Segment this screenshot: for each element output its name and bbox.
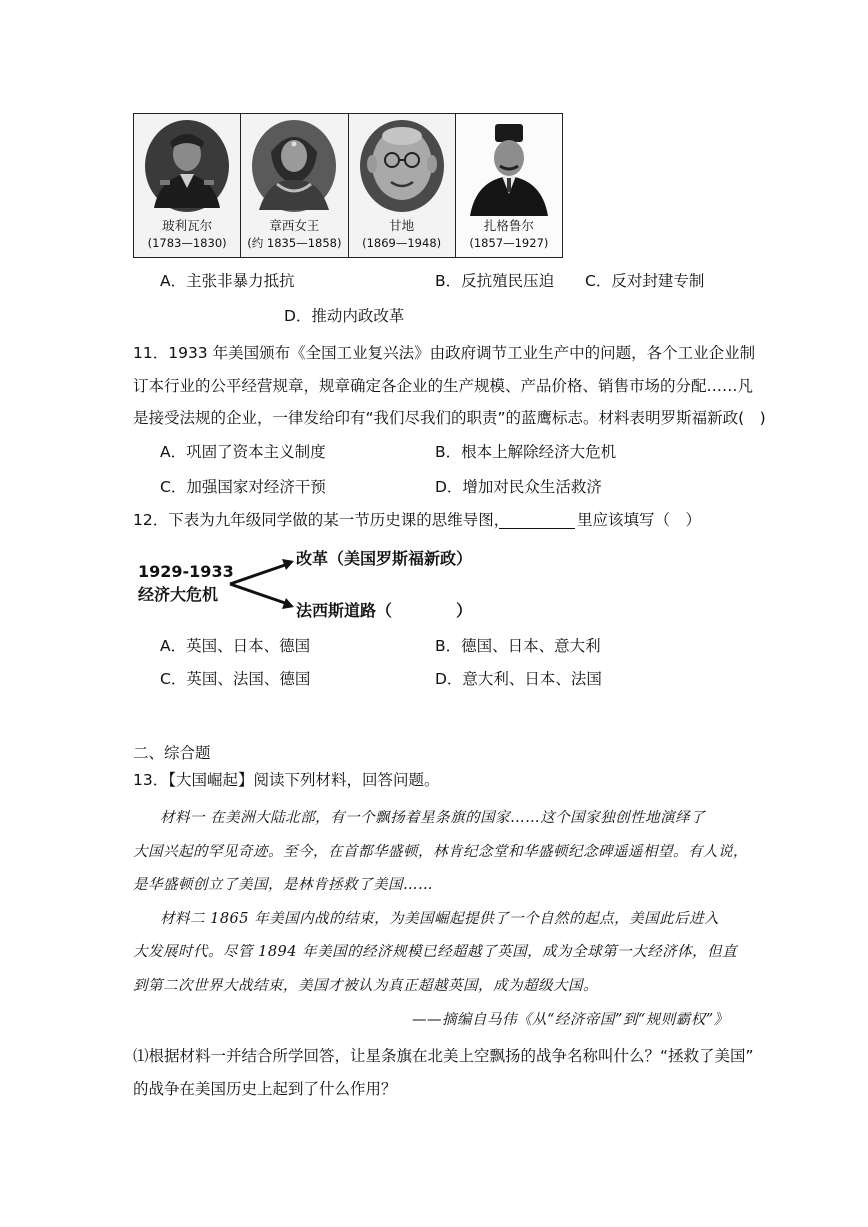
section-heading: 二、综合题 [133,744,211,762]
q11-stem-line1: 11．1933 年美国颁布《全国工业复兴法》由政府调节工业生产中的问题，各个工业企业制 [133,344,756,362]
mindmap-root-years: 1929-1933 [138,562,234,581]
q13-material1-line1: 材料一 在美洲大陆北部，有一个飘扬着星条旗的国家……这个国家独创性地演绎了 [160,810,706,826]
q13-material2-line2: 大发展时代。尽管 1894 年美国的经济规模已经超越了英国，成为全球第一大经济体，但直 [133,944,738,960]
q12-option-b: B．德国、日本、意大利 [435,637,601,655]
q11-stem-line2: 订本行业的公平经营规章，规章确定各企业的生产规模、产品价格、销售市场的分配……凡 [133,377,754,395]
q10-option-a: A．主张非暴力抵抗 [160,272,295,290]
q11-option-a: A．巩固了资本主义制度 [160,443,326,461]
q13-material1-line3: 是华盛顿创立了美国，是林肯拯救了美国…… [133,877,433,893]
mindmap-branch-reform: 改革（美国罗斯福新政） [296,549,473,568]
portrait-rani [241,114,348,257]
q13-subquestion1-line1: ⑴根据材料一并结合所学回答，让星条旗在北美上空飘扬的战争名称叫什么？“拯救了美国” [133,1047,754,1065]
q13-subquestion1-line2: 的战争在美国历史上起到了什么作用？ [133,1080,397,1098]
q13-material2-line3: 到第二次世界大战结束，美国才被认为真正超越英国，成为超级大国。 [133,978,598,994]
portrait-name: 扎格鲁尔 [483,218,534,233]
portrait-gandhi [349,114,456,257]
portrait-years: (1783—1830) [147,236,227,250]
q11-option-c: C．加强国家对经济干预 [160,478,326,496]
portrait-years: (1857—1927) [469,236,549,250]
q12-option-d: D．意大利、日本、法国 [435,670,602,688]
mindmap-branch-arrows [228,556,300,612]
mindmap-root-label: 经济大危机 [138,585,219,604]
q10-option-b: B．反抗殖民压迫 [435,272,555,290]
q10-option-d: D．推动内政改革 [284,307,405,325]
q12-stem-part1: 12．下表为九年级同学做的某一节历史课的思维导图， [133,511,510,529]
portrait-years: (约 1835—1858) [247,236,342,250]
portrait-name: 章西女王 [269,218,320,233]
q12-stem-part2: 里应该填写（ ） [577,511,702,529]
q11-stem-line3: 是接受法规的企业，一律发给印有“我们尽我们的职责”的蓝鹰标志。材料表明罗斯福新政( ) [133,409,766,427]
q12-blank-underline [499,528,575,529]
q12-option-a: A．英国、日本、德国 [160,637,311,655]
q11-option-d: D．增加对民众生活救济 [435,478,602,496]
q13-material2-line1: 材料二 1865 年美国内战的结束，为美国崛起提供了一个自然的起点，美国此后进入 [160,911,720,927]
portrait-strip [133,113,563,258]
mindmap-branch-fascism: 法西斯道路（ ） [296,601,473,620]
portrait-zaghloul [456,114,562,257]
portrait-bolivar [134,114,241,257]
q10-option-c: C．反对封建专制 [585,272,705,290]
portrait-name: 玻利瓦尔 [162,218,213,233]
q13-material1-line2: 大国兴起的罕见奇迹。至今，在首都华盛顿，林肯纪念堂和华盛顿纪念碑遥遥相望。有人说， [133,844,748,860]
gandhi-portrait-image [355,118,449,218]
bolivar-portrait-image [140,118,234,218]
q13-source-citation: ——摘编自马伟《从“经济帝国”到“规则霸权”》 [412,1012,729,1028]
zaghloul-portrait-image [462,118,556,218]
q12-option-c: C．英国、法国、德国 [160,670,311,688]
portrait-name: 甘地 [389,218,415,233]
q11-option-b: B．根本上解除经济大危机 [435,443,617,461]
q13-stem: 13．【大国崛起】阅读下列材料，回答问题。 [133,771,440,789]
rani-portrait-image [247,118,341,218]
portrait-years: (1869—1948) [362,236,442,250]
